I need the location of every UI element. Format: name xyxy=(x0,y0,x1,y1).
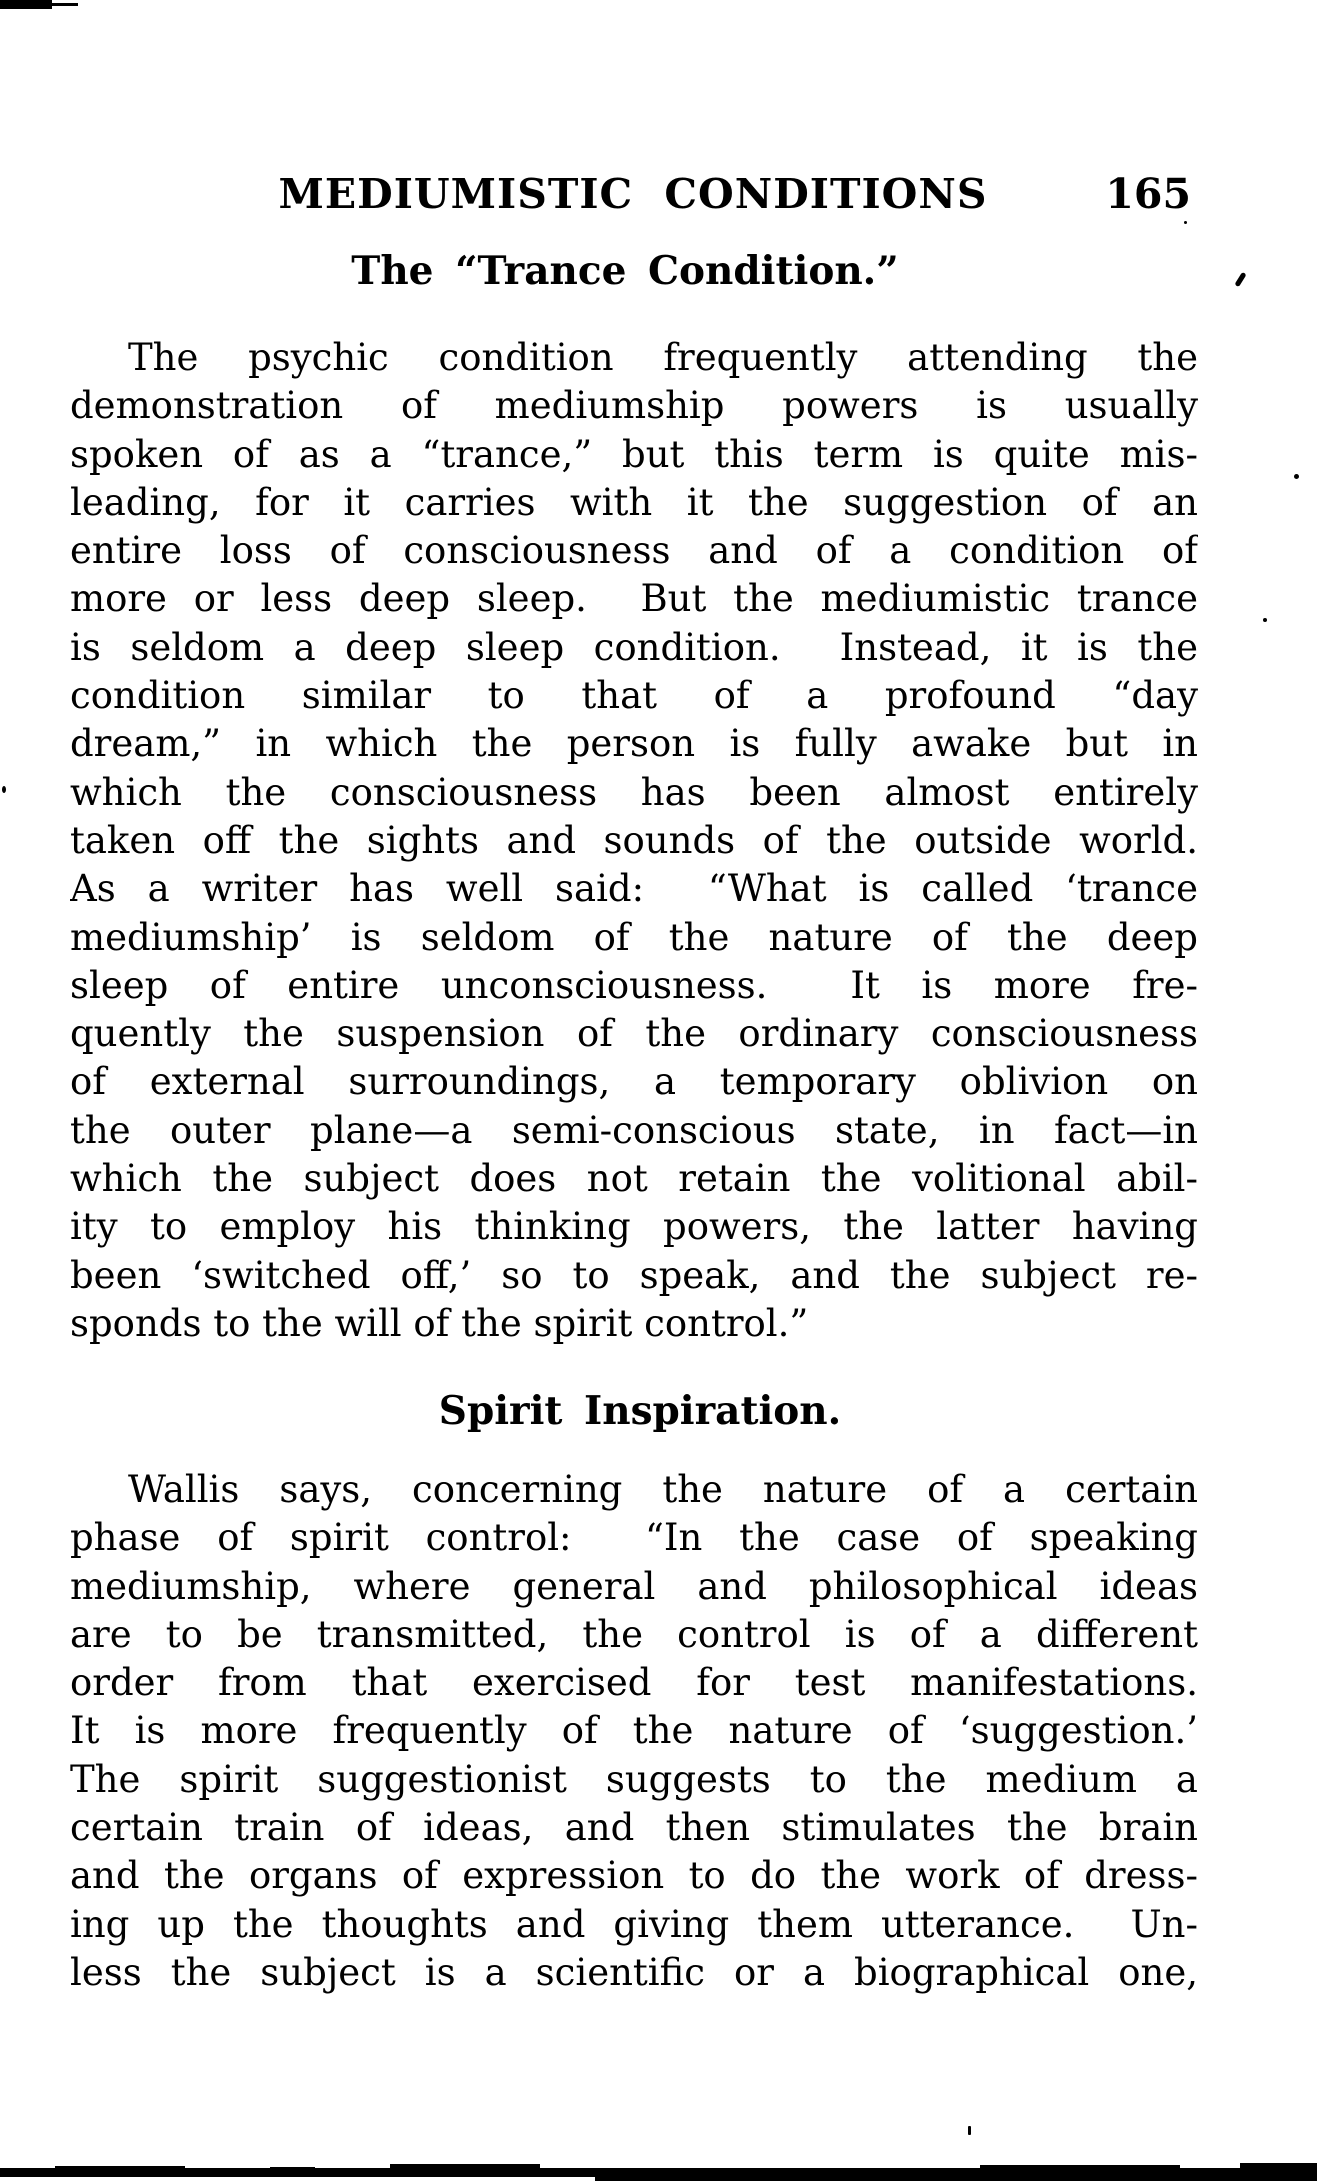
text-line: phase of spirit control: “In the case of speaking xyxy=(70,1516,1198,1560)
text-line: less the subject is a scientific or a biographical one, xyxy=(70,1950,1198,1994)
running-title: MEDIUMISTIC CONDITIONS xyxy=(278,170,988,218)
scan-bar-ragged-edge xyxy=(270,2167,315,2169)
scan-speck xyxy=(2,786,6,793)
scan-ink-mark-top-left xyxy=(0,0,52,9)
text-line: is seldom a deep sleep condition. Instead, it is the xyxy=(70,625,1198,669)
text-line: mediumship, where general and philosophical ideas xyxy=(70,1564,1198,1608)
paragraph-trance-condition xyxy=(70,334,1198,1348)
scan-speck xyxy=(1184,221,1187,224)
section-heading-trance-condition: The “Trance Condition.” xyxy=(351,248,899,294)
text-line: taken off the sights and sounds of the outside world. xyxy=(70,818,1198,862)
text-line: sleep of entire unconsciousness. It is more fre- xyxy=(70,963,1198,1007)
text-line: entire loss of consciousness and of a condition of xyxy=(70,529,1198,573)
text-line: which the consciousness has been almost entirely xyxy=(70,770,1198,814)
text-line: and the organs of expression to do the work of dress- xyxy=(70,1854,1198,1898)
text-line: sponds to the will of the spirit control.” xyxy=(70,1301,809,1345)
text-line: Wallis says, concerning the nature of a certain xyxy=(128,1468,1198,1511)
text-line: the outer plane—a semi-conscious state, in fact—in xyxy=(70,1108,1198,1152)
scan-bar-ragged-edge xyxy=(390,2164,540,2168)
section-heading-spirit-inspiration: Spirit Inspiration. xyxy=(438,1388,842,1434)
text-line: dream,” in which the person is fully awake but in xyxy=(70,722,1198,766)
text-line: been ‘switched off,’ so to speak, and the subject re- xyxy=(70,1253,1198,1297)
text-line: which the subject does not retain the volitional abil- xyxy=(70,1157,1198,1201)
scan-speck xyxy=(1263,618,1267,622)
scan-speck xyxy=(968,2126,971,2135)
scan-speck xyxy=(1294,474,1299,479)
text-line: quently the suspension of the ordinary consciousness xyxy=(70,1012,1198,1056)
text-line: certain train of ideas, and then stimulates the brain xyxy=(70,1806,1198,1850)
scan-bar-bottom-right xyxy=(595,2168,1317,2181)
text-line: leading, for it carries with it the suggestion of an xyxy=(70,480,1198,524)
text-line: more or less deep sleep. But the mediumistic trance xyxy=(70,577,1198,621)
scan-bar-ragged-edge xyxy=(1240,2163,1317,2168)
text-line: spoken of as a “trance,” but this term is quite mis- xyxy=(70,432,1198,476)
text-line: demonstration of mediumship powers is usually xyxy=(70,384,1198,428)
text-line: As a writer has well said: “What is called ‘trance xyxy=(70,867,1198,911)
scan-bar-ragged-edge xyxy=(55,2166,185,2169)
scan-bar-bottom-left xyxy=(0,2168,610,2177)
text-line: of external surroundings, a temporary oblivion on xyxy=(70,1060,1198,1104)
text-line: condition similar to that of a profound “day xyxy=(70,674,1198,718)
page-number: 165 xyxy=(1105,170,1191,218)
text-line: ity to employ his thinking powers, the latter having xyxy=(70,1205,1198,1249)
text-line: order from that exercised for test manifestations. xyxy=(70,1661,1198,1705)
text-line: ing up the thoughts and giving them utterance. Un- xyxy=(70,1902,1198,1946)
paragraph-spirit-inspiration xyxy=(70,1466,1198,1997)
text-line: The psychic condition frequently attending the xyxy=(128,336,1198,379)
text-line: The spirit suggestionist suggests to the medium a xyxy=(70,1757,1198,1801)
text-line: mediumship’ is seldom of the nature of the deep xyxy=(70,915,1198,959)
scan-bar-ragged-edge xyxy=(980,2165,1180,2168)
text-line: It is more frequently of the nature of ‘suggestion.’ xyxy=(70,1709,1198,1753)
text-line: are to be transmitted, the control is of a different xyxy=(70,1612,1198,1656)
